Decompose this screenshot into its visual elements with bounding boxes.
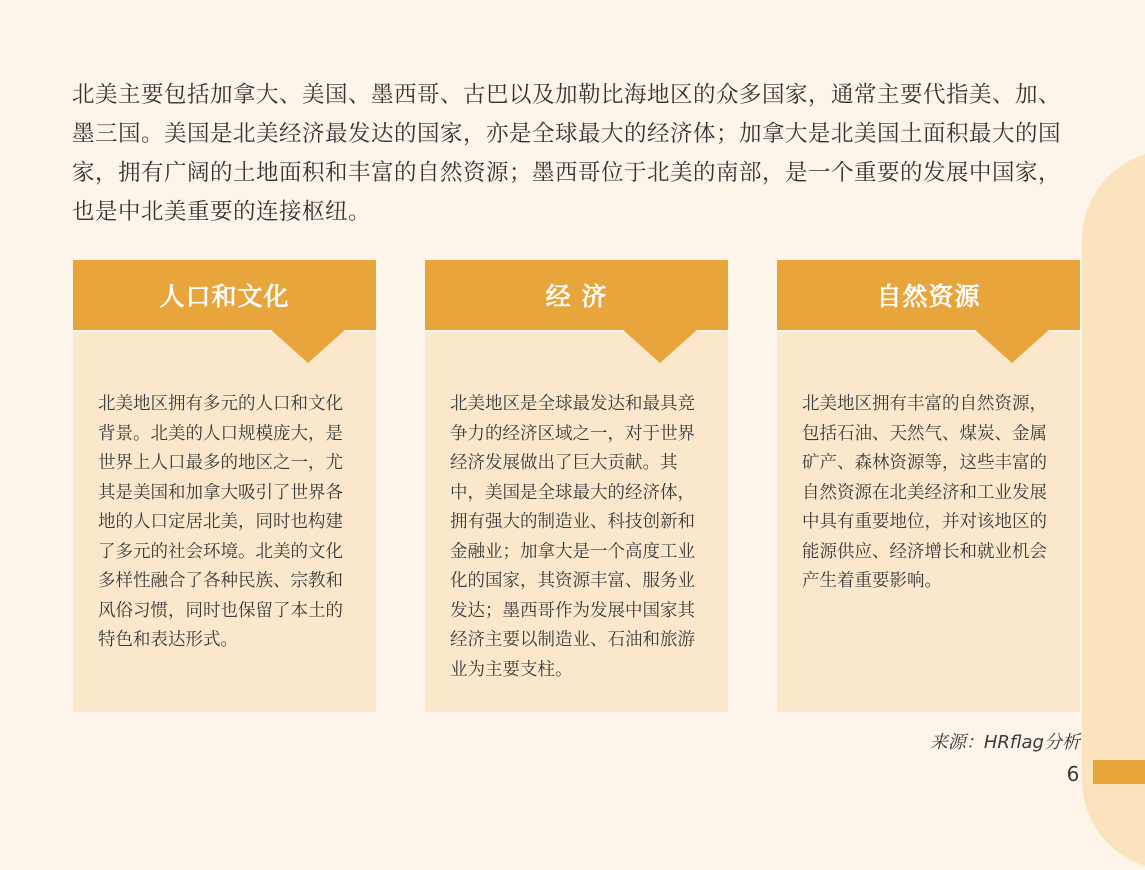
card-header-notch [974,329,1050,363]
card-title: 经 济 [545,282,608,311]
card-economy [425,260,728,712]
card-text: 北美地区拥有丰富的自然资源，包括石油、天然气、煤炭、金属矿产、森林资源等，这些丰富的自然资源在北美经济和工业发展中具有重要地位，并对该地区的能源供应、经济增长和就业机会产生着重要影响。 [802,394,1047,591]
card-natural-resources [777,260,1080,712]
card-text: 北美地区是全球最发达和最具竞争力的经济区域之一，对于世界经济发展做出了巨大贡献。其中，美国是全球最大的经济体，拥有强大的制造业、科技创新和金融业；加拿大是一个高度工业化的国家，其资源丰富、服务业发达；墨西哥作为发展中国家其经济主要以制造业、石油和旅游业为主要支柱。 [450,394,695,680]
page-number: 6 [1066,762,1080,786]
card-header-notch [622,329,698,363]
intro-paragraph: 北美主要包括加拿大、美国、墨西哥、古巴以及加勒比海地区的众多国家，通常主要代指美、加、墨三国。美国是北美经济最发达的国家，亦是全球最大的经济体；加拿大是北美国土面积最大的国家，拥有广阔的土地面积和丰富的自然资源；墨西哥位于北美的南部，是一个重要的发展中国家，也是中北美重要的连接枢纽。 [72,82,1062,225]
card-title: 人口和文化 [159,282,290,311]
page-accent-bar [1093,760,1145,784]
source-note: 来源：HRflag分析 [929,732,1080,753]
card-header [73,260,376,330]
card-population-culture [73,260,376,712]
card-header [777,260,1080,330]
card-title: 自然资源 [876,282,981,311]
card-text: 北美地区拥有多元的人口和文化背景。北美的人口规模庞大，是世界上人口最多的地区之一，尤其是美国和加拿大吸引了世界各地的人口定居北美，同时也构建了多元的社会环境。北美的文化多样性融合了各种民族、宗教和风俗习惯，同时也保留了本土的特色和表达形式。 [98,394,343,650]
card-header [425,260,728,330]
card-header-notch [270,329,346,363]
